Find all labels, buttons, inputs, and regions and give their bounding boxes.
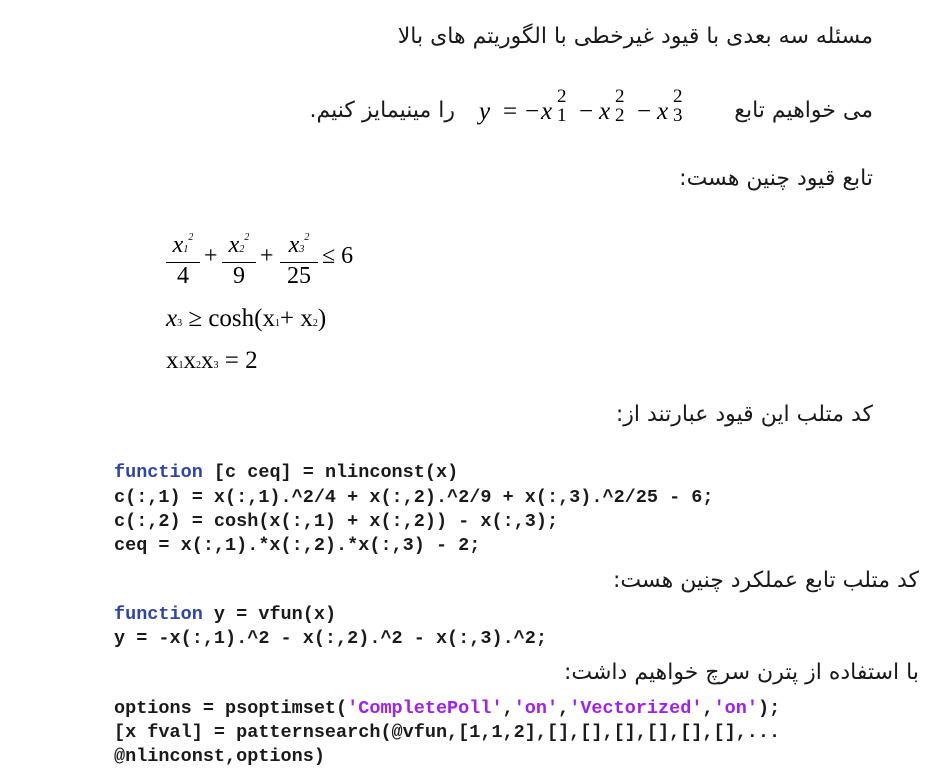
formula-minus: − (525, 98, 540, 125)
formula-x2: x (599, 98, 611, 125)
constraint-3: x1x2x3 = 2 (166, 347, 258, 374)
code-line: [x fval] = patternsearch(@vfun,[1,1,2],[],[],[],[],[],[],... (114, 722, 781, 743)
fraction-1: $\frac{x1^2}{4}$ (166, 226, 200, 289)
code-line: options = psoptimset('CompletePoll','on','Vectorized','on'); (114, 698, 781, 719)
constraints-intro: تابع قیود چنین هست: (679, 166, 873, 191)
code-line: y = -x(:,1).^2 - x(:,2).^2 - x(:,3).^2; (114, 628, 547, 649)
objective-code-intro: کد متلب تابع عملکرد چنین هست: (612, 568, 919, 593)
minimize-suffix: را مینیمایز کنیم. (309, 98, 455, 123)
formula-x3-sub: 3 (673, 105, 683, 126)
patternsearch-intro: با استفاده از پترن سرچ خواهیم داشت: (563, 660, 919, 685)
formula-x1-sub: 1 (557, 105, 567, 126)
formula-eq: = (503, 98, 518, 125)
formula-minus: − (637, 98, 652, 125)
formula-y: y (479, 98, 491, 125)
formula-x3: x (657, 98, 669, 125)
code-line: ceq = x(:,1).*x(:,2).*x(:,3) - 2; (114, 535, 481, 556)
fraction-2: $\frac{x2^2}{9}$ (222, 226, 256, 289)
formula-x2-sub: 2 (615, 105, 625, 126)
code-line: c(:,1) = x(:,1).^2/4 + x(:,2).^2/9 + x(:,3).^2/25 - 6; (114, 487, 714, 508)
code-line: function [c ceq] = nlinconst(x) (114, 462, 459, 483)
plus-sign: + (260, 243, 274, 269)
formula-x1: x (541, 98, 553, 125)
code-line: c(:,2) = cosh(x(:,1) + x(:,2)) - x(:,3); (114, 511, 559, 532)
objective-line (309, 86, 873, 126)
constraint-1 (160, 226, 380, 296)
constraint-code-intro: کد متلب این قیود عبارتند از: (615, 402, 873, 427)
code-line: function y = vfun(x) (114, 604, 337, 625)
heading: مسئله سه بعدی با قیود غیرخطی با الگوریتم های بالا (397, 24, 873, 49)
code-line: @nlinconst,options) (114, 746, 325, 767)
constraint-2: x3 ≥ cosh(x1+ x2) (166, 305, 327, 332)
formula-x3-sup: 2 (673, 86, 683, 107)
formula-x2-sup: 2 (615, 86, 625, 107)
minimize-prefix: می خواهیم تابع (734, 98, 873, 123)
constraint-1-rhs: ≤ 6 (322, 243, 354, 269)
plus-sign: + (204, 243, 218, 269)
objective-formula (479, 86, 729, 126)
formula-minus: − (579, 98, 594, 125)
formula-x1-sup: 2 (557, 86, 567, 107)
fraction-3: $\frac{x3^2}{25}$ (280, 226, 318, 289)
